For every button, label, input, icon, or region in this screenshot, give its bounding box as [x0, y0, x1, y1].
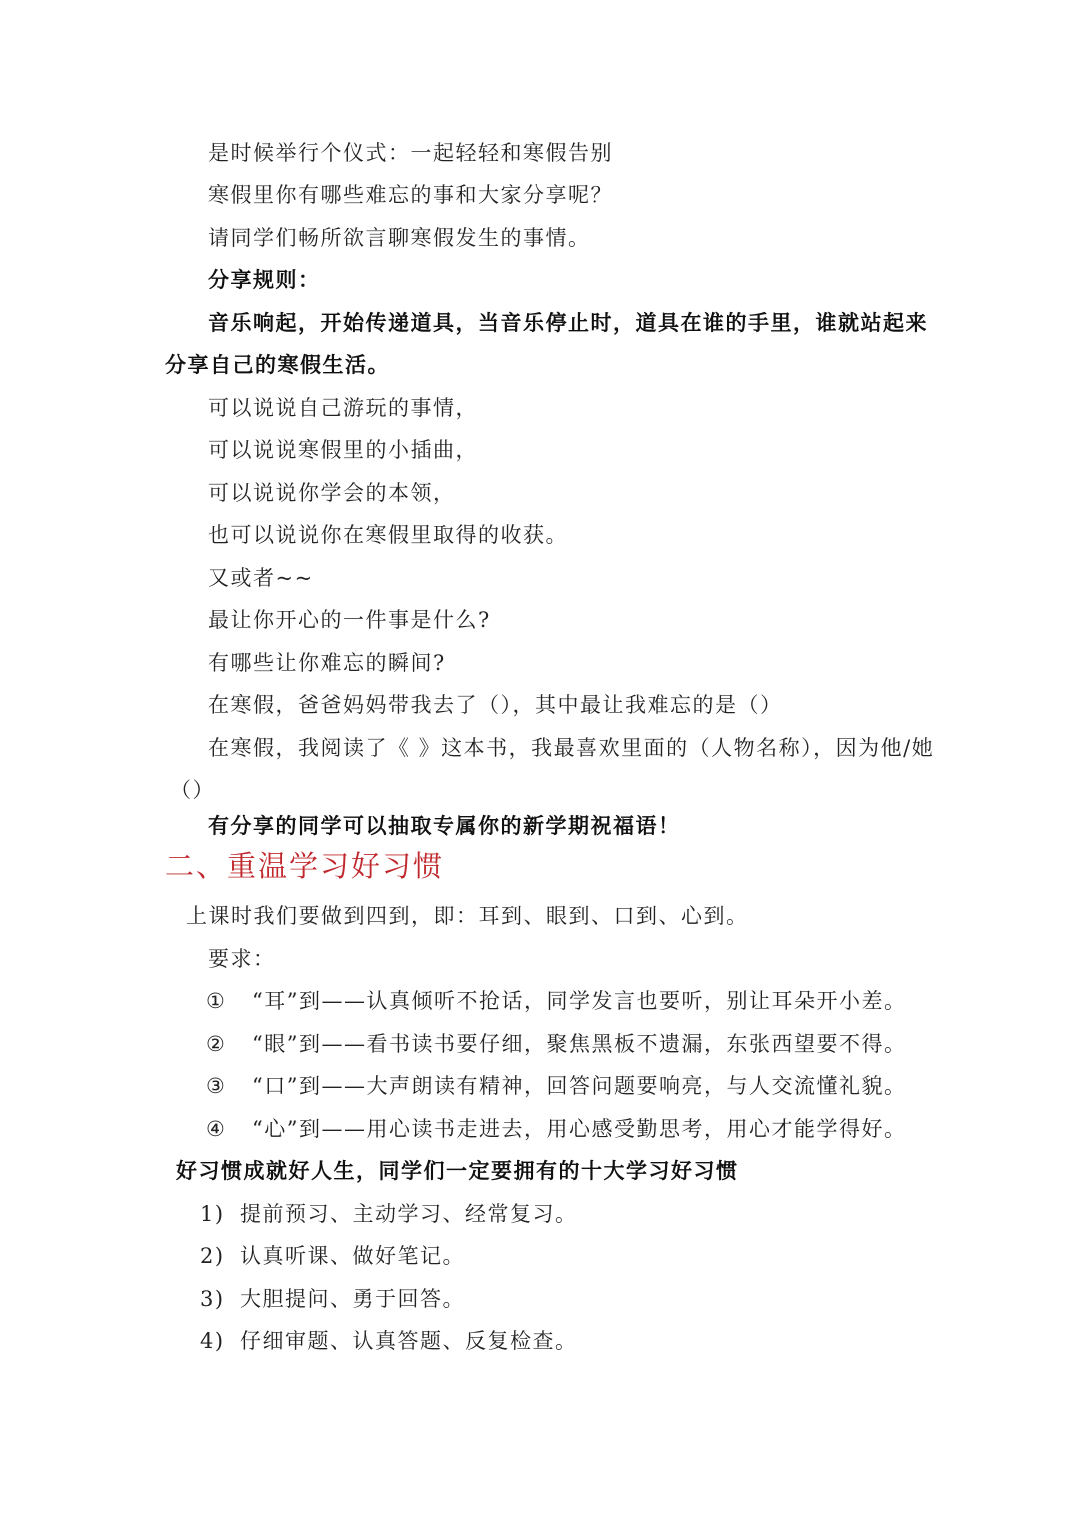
intro-line-2: 寒假里你有哪些难忘的事和大家分享呢？: [208, 183, 613, 207]
habit-text: 大胆提问、勇于回答。: [240, 1287, 465, 1311]
requirement-marker: ④: [206, 1117, 227, 1141]
prompt-line: 有哪些让你难忘的瞬间?: [208, 651, 446, 675]
prompt-line: 可以说说自己游玩的事情，: [208, 396, 478, 420]
prompt-line: 在寒假，我阅读了《 》这本书，我最喜欢里面的（人物名称），因为他/她: [208, 736, 935, 760]
habit-number: 2): [200, 1244, 225, 1268]
prompt-line: 可以说说你学会的本领，: [208, 481, 456, 505]
requirement-text: “眼”到——看书读书要仔细，聚焦黑板不遗漏，东张西望要不得。: [252, 1032, 907, 1056]
requirements-title: 要求：: [208, 947, 276, 971]
section-heading: 二、重温学习好习惯: [165, 849, 445, 883]
requirement-text: “耳”到——认真倾听不抢话，同学发言也要听，别让耳朵开小差。: [252, 989, 907, 1013]
habit-text: 仔细审题、认真答题、反复检查。: [240, 1329, 578, 1353]
requirement-marker: ①: [206, 989, 227, 1013]
requirement-marker: ②: [206, 1032, 227, 1056]
habit-item: [200, 1284, 465, 1314]
habit-item: [200, 1326, 578, 1356]
prompt-line: （）: [170, 778, 215, 802]
requirement-text: “口”到——大声朗读有精神，回答问题要响亮，与人交流懂礼貌。: [252, 1074, 907, 1098]
prompt-line: 也可以说说你在寒假里取得的收获。: [208, 523, 568, 547]
habit-number: 1): [200, 1202, 225, 1226]
prompt-line: 在寒假，爸爸妈妈带我去了（），其中最让我难忘的是（）: [208, 693, 783, 717]
prompt-line: 最让你开心的一件事是什么?: [208, 608, 491, 632]
habit-item: [200, 1241, 465, 1271]
intro-line-3: 请同学们畅所欲言聊寒假发生的事情。: [208, 226, 591, 250]
reward-line: 有分享的同学可以抽取专属你的新学期祝福语！: [208, 813, 681, 838]
habit-text: 提前预习、主动学习、经常复习。: [240, 1202, 578, 1226]
intro-line-1: 是时候举行个仪式：一起轻轻和寒假告别: [208, 141, 613, 165]
prompt-line: 可以说说寒假里的小插曲，: [208, 438, 478, 462]
requirement-text: “心”到——用心读书走进去，用心感受勤思考，用心才能学得好。: [252, 1117, 907, 1141]
requirement-item: [206, 1029, 906, 1059]
habit-item: [200, 1199, 578, 1229]
requirement-item: [206, 986, 906, 1016]
rules-body-line-1: 音乐响起，开始传递道具，当音乐停止时，道具在谁的手里，谁就站起来: [208, 310, 928, 335]
habit-text: 认真听课、做好笔记。: [240, 1244, 465, 1268]
habit-number: 4): [200, 1329, 225, 1353]
requirement-marker: ③: [206, 1074, 227, 1098]
requirement-item: [206, 1071, 906, 1101]
habit-number: 3): [200, 1287, 225, 1311]
habits-title: 好习惯成就好人生，同学们一定要拥有的十大学习好习惯: [176, 1158, 739, 1183]
prompt-line: 又或者~~: [208, 566, 314, 590]
rules-title: 分享规则：: [208, 267, 321, 292]
four-to-line: 上课时我们要做到四到，即：耳到、眼到、口到、心到。: [186, 904, 749, 928]
rules-body-line-2: 分享自己的寒假生活。: [165, 352, 390, 377]
requirement-item: [206, 1114, 906, 1144]
